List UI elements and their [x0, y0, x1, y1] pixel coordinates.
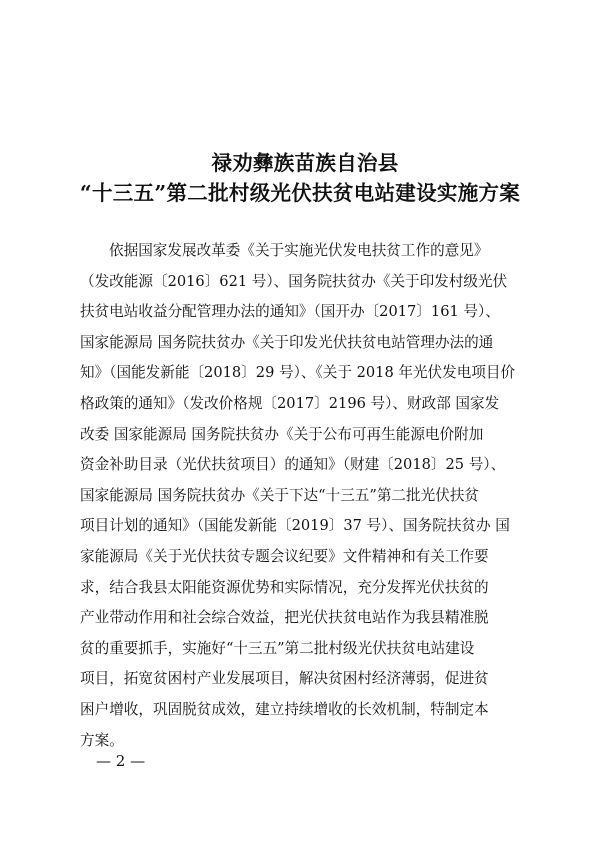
body-line: 资金补助目录（光伏扶贫项目）的通知》（财建〔2018〕25 号）、: [80, 456, 506, 474]
body-line: 依据国家发展改革委《关于实施光伏发电扶贫工作的意见》: [109, 242, 489, 259]
body-line: 格政策的通知》（发改价格规〔2017〕2196 号）、财政部 国家发: [80, 394, 500, 412]
page-number: — 2 —: [96, 752, 146, 770]
body-line: 贫的重要抓手，实施好“十三五”第二批村级光伏扶贫电站建设: [80, 639, 475, 657]
body-line: 方案。: [80, 731, 124, 749]
body-line: 改委 国家能源局 国务院扶贫办《关于公布可再生能源电价附加: [80, 425, 484, 443]
body-line: 国家能源局 国务院扶贫办《关于下达“十三五”第二批光伏扶贫: [80, 486, 480, 504]
body-paragraph: [80, 236, 526, 756]
title-line-1: 禄劝彝族苗族自治县: [211, 151, 399, 175]
body-line: 求，结合我县太阳能资源优势和实际情况，充分发挥光伏扶贫的: [80, 578, 489, 596]
title-line-2: “十三五”第二批村级光伏扶贫电站建设实施方案: [79, 181, 521, 205]
document-title: [60, 148, 540, 208]
body-line: 困户增收，巩固脱贫成效，建立持续增收的长效机制，特制定本: [80, 700, 489, 718]
body-line: 产业带动作用和社会综合效益，把光伏扶贫电站作为我县精准脱: [80, 609, 489, 627]
body-line: 国家能源局 国务院扶贫办《关于印发光伏扶贫电站管理办法的通: [80, 333, 494, 351]
body-line: 项目计划的通知》（国能发新能〔2019〕37 号）、国务院扶贫办 国: [80, 517, 510, 535]
body-line: 家能源局《关于光伏扶贫专题会议纪要》文件精神和有关工作要: [80, 547, 489, 565]
body-line: 扶贫电站收益分配管理办法的通知》（国开办〔2017〕161 号）、: [80, 303, 500, 321]
body-line: （发改能源〔2016〕621 号）、国务院扶贫办《关于印发村级光伏: [80, 272, 508, 290]
body-line: 知》（国能发新能〔2018〕29 号）、《关于 2018 年光伏发电项目价: [80, 364, 516, 382]
body-line: 项目，拓宽贫困村产业发展项目，解决贫困村经济薄弱，促进贫: [80, 670, 489, 688]
